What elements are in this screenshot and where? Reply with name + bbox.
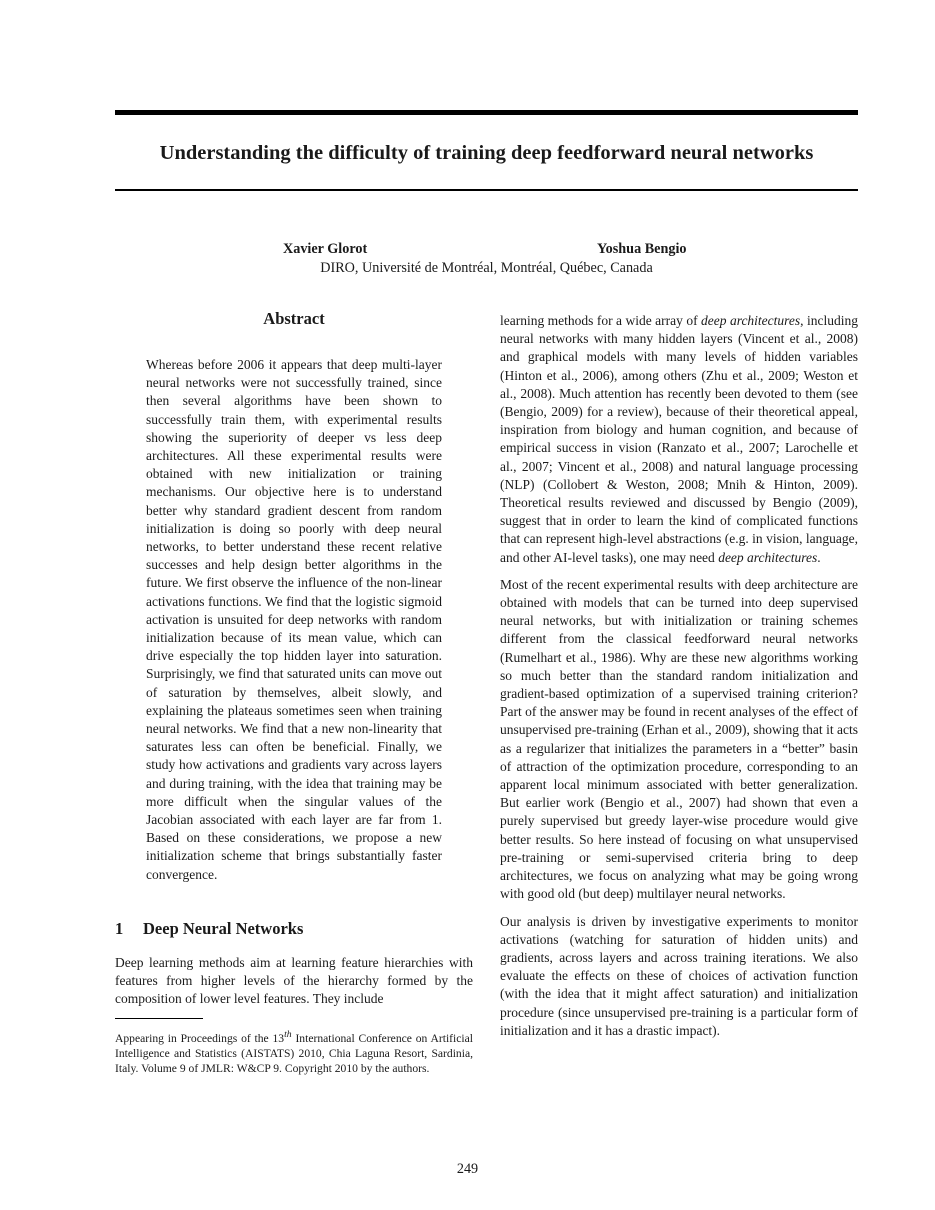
paragraph-text: learning methods for a wide array of (500, 313, 702, 328)
author-name: Xavier Glorot (283, 241, 368, 257)
emphasis-term: deep architectures (701, 313, 801, 328)
footnote-text-before: Appearing in Proceedings of the 13 (115, 1031, 285, 1045)
body-paragraph: Our analysis is driven by investigative experiments to monitor activations (watching for saturation of hidden units) and gradients, across layers and across training iterations. We also evaluate the effects on these of choices of activation function (with the idea that it might affect saturation) and initialization procedure (since unsupervised pre-training is a particular form of initialization and it has a drastic impact). (500, 913, 858, 1038)
footnote-divider (115, 1018, 203, 1019)
footnote-text-after: International Conference on Artificial Intelligence and Statistics (AISTATS) 2010, Chia Laguna Resort, Sardinia, Italy. Volume 9 of JMLR: W&CP 9. Copyright 2010 by the authors. (115, 1031, 473, 1075)
body-paragraph: Most of the recent experimental results with deep architecture are obtained with models that can be turned into deep supervised neural networks, but with initialization or training schemes different from the classical feedforward neural networks (Rumelhart et al., 1986). Why are these new algorithms working so much better than the standard random initialization and gradient-based optimization of a supervised training criterion? Part of the answer may be found in recent analyses of the effect of unsupervised pre-training (Erhan et al., 2009), showing that it acts as a regularizer that initializes the parameters in a “better” basin of attraction of the optimization procedure, corresponding to an apparent local minimum associated with better generalization. But earlier work (Bengio et al., 2007) had shown that even a purely supervised but greedy layer-wise procedure would give better results. So here instead of focusing on what unsupervised pre-training or semi-supervised criteria bring to deep architectures, we focus on analyzing what may be going wrong with good old (but deep) multilayer neural networks. (500, 576, 858, 902)
abstract-text: Whereas before 2006 it appears that deep multi-layer neural networks were not successfully trained, since then several algorithms have been shown to successfully train them, with experimental results showing the superiority of deeper vs less deep architectures. All these experimental results were obtained with new initialization or training mechanisms. Our objective here is to understand better why standard gradient descent from random initialization is doing so poorly with deep neural networks, to better understand these recent relative successes and help design better algorithms in the future. We first observe the influence of the non-linear activations functions. We find that the logistic sigmoid activation is unsuited for deep networks with random initialization because of its mean value, which can drive especially the top hidden layer into saturation. Surprisingly, we find that saturated units can move out of saturation by themselves, albeit slowly, and explaining the plateaus sometimes seen when training neural networks. We find that a new non-linearity that saturates less can often be beneficial. Finally, we study how activations and gradients vary across layers and during training, with the idea that training may be more difficult when the singular values of the Jacobian associated with each layer are far from 1. Based on these considerations, we propose a new initialization scheme that brings substantially faster convergence. (146, 357, 442, 882)
paper-title: Understanding the difficulty of training deep feedforward neural networks (159, 142, 814, 164)
author-affiliation: DIRO, Université de Montréal, Montréal, Québec, Canada (320, 260, 653, 276)
right-column (500, 312, 858, 1049)
section-number: 1 (115, 918, 124, 938)
footnote-superscript: th (284, 1028, 292, 1040)
footnote (115, 1027, 473, 1076)
emphasis-term: deep architectures (718, 549, 818, 565)
paragraph-text: . (817, 549, 821, 565)
title-top-rule (115, 110, 858, 115)
section-title: Deep Neural Networks (143, 918, 304, 938)
page-number: 249 (456, 1161, 479, 1177)
abstract-heading: Abstract (263, 309, 325, 328)
section-heading (115, 918, 473, 940)
left-column (115, 308, 473, 1076)
paragraph-text: , including neural networks with many hidden layers (Vincent et al., 2008) and graphical models with many levels of hidden variables (Hinton et al., 2006), among others (Zhu et al., 2009; Weston et al., 2008). Much attention has recently been devoted to them (see (Bengio, 2009) for a review), because of their theoretical appeal, inspiration from biology and human cognition, and because of empirical success in vision (Ranzato et al., 2007; Larochelle et al., 2007; Vincent et al., 2008) and natural language processing (NLP) (Collobert & Weston, 2008; Mnih & Hinton, 2009). Theoretical results reviewed and discussed by Bengio (2009), suggest that in order to learn the kind of complicated functions that can represent high-level abstractions (e.g. in vision, language, and other AI-level tasks), one may need (500, 313, 858, 565)
author-name: Yoshua Bengio (597, 241, 687, 257)
title-bottom-rule (115, 189, 858, 191)
body-paragraph (500, 312, 858, 567)
section-intro-paragraph: Deep learning methods aim at learning feature hierarchies with features from higher levels of the hierarchy formed by the composition of lower level features. They include (115, 954, 473, 1007)
